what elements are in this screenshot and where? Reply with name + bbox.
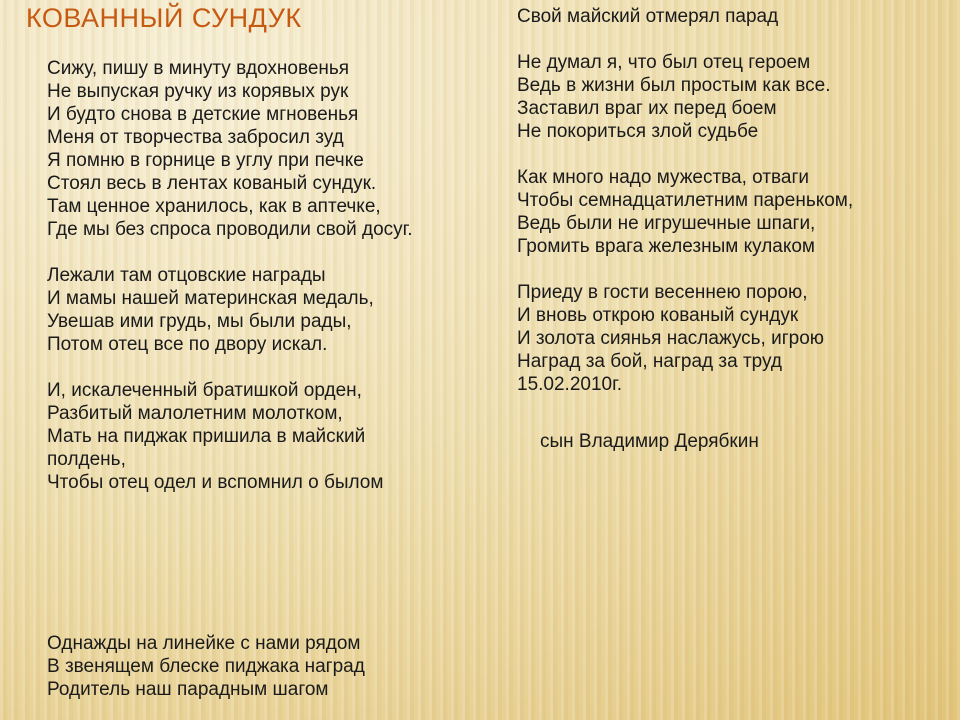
poem-line: Сижу, пишу в минуту вдохновенья bbox=[47, 58, 350, 79]
poem-line: В звенящем блеске пиджака наград bbox=[47, 656, 365, 677]
poem-line: Не думал я, что был отец героем bbox=[517, 52, 811, 73]
poem-line: полдень, bbox=[47, 449, 126, 470]
poem-left-column bbox=[47, 57, 413, 494]
poem-line: Родитель наш парадным шагом bbox=[47, 679, 329, 700]
poem-line: Я помню в горнице в углу при печке bbox=[47, 150, 364, 171]
poem-line: Мать на пиджак пришила в майский bbox=[47, 426, 366, 447]
poem-line: Заставил враг их перед боем bbox=[517, 98, 777, 119]
poem-line: Разбитый малолетним молотком, bbox=[47, 403, 343, 424]
poem-line: Лежали там отцовские награды bbox=[47, 265, 326, 286]
poem-line: И, искалеченный братишкой орден, bbox=[47, 380, 362, 401]
stanza-1 bbox=[47, 57, 413, 241]
stanza-6 bbox=[517, 51, 853, 143]
poem-line: И вновь открою кованый сундук bbox=[517, 305, 799, 326]
stanza-5 bbox=[517, 5, 853, 28]
stanza-4 bbox=[47, 632, 365, 701]
poem-line: Стоял весь в лентах кованый сундук. bbox=[47, 173, 377, 194]
poem-line: И мамы нашей материнская медаль, bbox=[47, 288, 374, 309]
poem-line: Там ценное хранилось, как в аптечке, bbox=[47, 196, 381, 217]
slide-title: КОВАННЫЙ СУНДУК bbox=[26, 3, 302, 33]
poem-line: Однажды на линейке с нами рядом bbox=[47, 633, 361, 654]
poem-line: Ведь были не игрушечные шпаги, bbox=[517, 213, 816, 234]
poem-line: Ведь в жизни был простым как все. bbox=[517, 75, 831, 96]
poem-line: Потом отец все по двору искал. bbox=[47, 334, 328, 355]
stanza-7 bbox=[517, 166, 853, 258]
poem-bottom-left bbox=[47, 632, 365, 701]
poem-line: Чтобы семнадцатилетним пареньком, bbox=[517, 190, 854, 211]
poem-line: Громить врага железным кулаком bbox=[517, 236, 815, 257]
poem-line: Свой майский отмерял парад bbox=[517, 6, 779, 27]
stanza-3 bbox=[47, 379, 413, 494]
poem-date: 15.02.2010г. bbox=[517, 374, 622, 395]
poem-line: Не покориться злой судьбе bbox=[517, 121, 759, 142]
poem-line: Не выпуская ручку из корявых рук bbox=[47, 81, 349, 102]
poem-right-column bbox=[517, 5, 853, 396]
stanza-2 bbox=[47, 264, 413, 356]
stanza-8 bbox=[517, 281, 853, 396]
poem-line: Приеду в гости весеннею порою, bbox=[517, 282, 808, 303]
poem-line: Чтобы отец одел и вспомнил о былом bbox=[47, 472, 384, 493]
poem-line: Меня от творчества забросил зуд bbox=[47, 127, 344, 148]
poem-line: Где мы без спроса проводили свой досуг. bbox=[47, 219, 413, 240]
poem-line: Как много надо мужества, отваги bbox=[517, 167, 810, 188]
author-signature: сын Владимир Дерябкин bbox=[540, 431, 759, 452]
poem-line: Увешав ими грудь, мы были рады, bbox=[47, 311, 352, 332]
poem-line: Наград за бой, наград за труд bbox=[517, 351, 782, 372]
poem-line: И золота сиянья наслажусь, игрою bbox=[517, 328, 825, 349]
poem-line: И будто снова в детские мгновенья bbox=[47, 104, 359, 125]
